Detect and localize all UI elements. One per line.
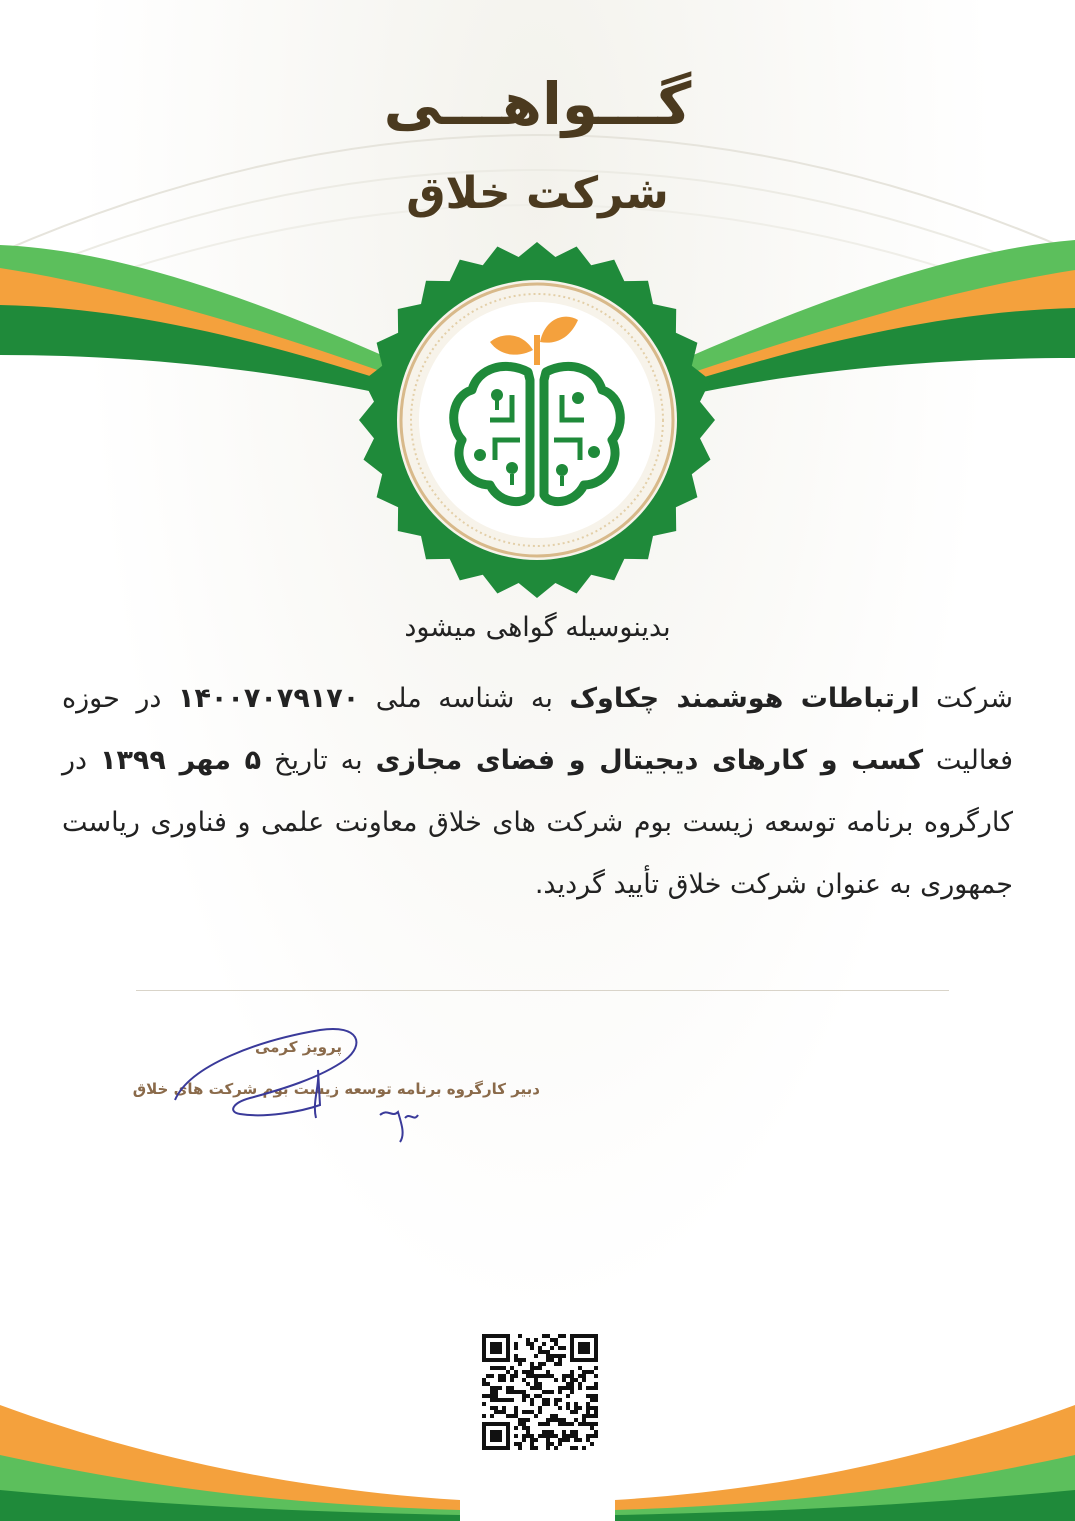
certificate-intro: بدینوسیله گواهی میشود	[404, 612, 671, 643]
approval-date: ۵ مهر ۱۳۹۹	[99, 745, 262, 776]
body-text-1: شرکت	[919, 683, 1013, 714]
body-text-5: در کارگروه برنامه توسعه زیست بوم شرکت های خلاق معاونت علمی و فناوری ریاست جمهوری به عنوان شرکت خلاق تأیید گردید.	[62, 745, 1013, 900]
body-text-4: به تاریخ	[261, 745, 376, 776]
activity-field: کسب و کارهای دیجیتال و فضای مجازی	[375, 745, 924, 776]
certificate-subtitle: شرکت خلاق	[406, 168, 669, 219]
certificate-title: گـــواهـــی	[383, 70, 692, 138]
body-text-2: به شناسه ملی	[359, 683, 570, 714]
signer-role: دبیر کارگروه برنامه توسعه زیست بوم شرکت های خلاق	[132, 1080, 540, 1098]
national-id: ۱۴۰۰۷۰۷۹۱۷۰	[177, 683, 360, 714]
company-name: ارتباطات هوشمند چکاوک	[569, 683, 920, 714]
body-text-3: در حوزه فعالیت	[62, 683, 1013, 776]
signer-name: پرویز کرمی	[255, 1038, 342, 1056]
